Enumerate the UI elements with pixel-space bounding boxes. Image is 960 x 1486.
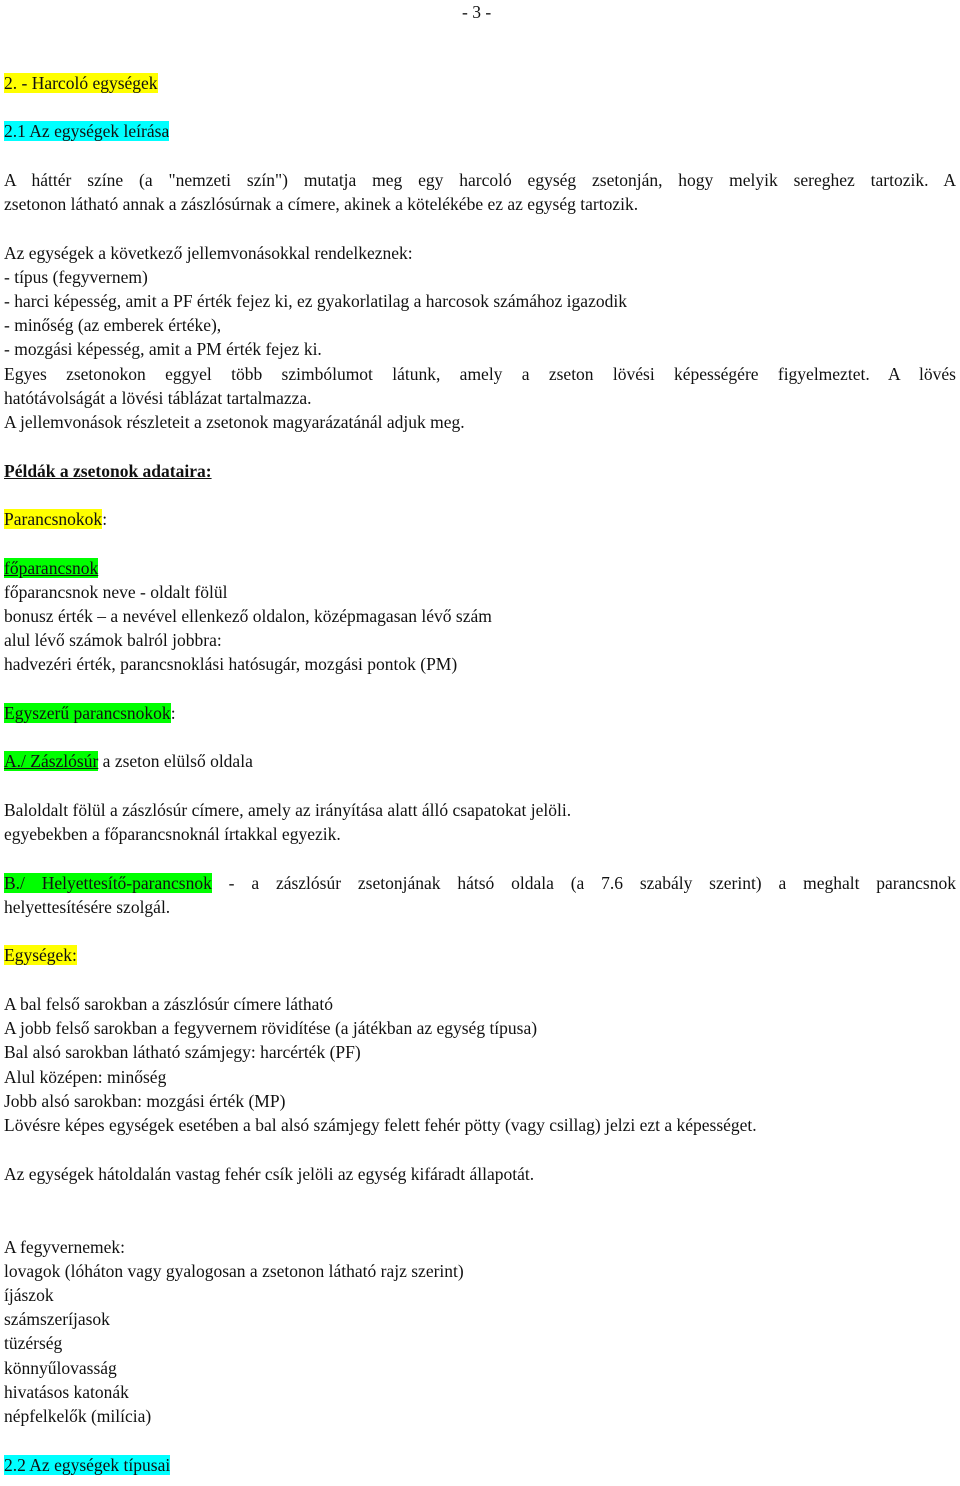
commanders-heading bbox=[4, 509, 107, 530]
units-line-4: Alul középen: minőség bbox=[4, 1067, 167, 1087]
units-line-2: A jobb felső sarokban a fegyvernem rövidítése (a játékban az egység típusa) bbox=[4, 1018, 538, 1038]
branch-item: népfelkelők (milícia) bbox=[4, 1406, 152, 1426]
commanders-colon: : bbox=[102, 509, 108, 529]
units-line-3: Bal alsó sarokban látható számjegy: harcérték (PF) bbox=[4, 1042, 361, 1062]
subsection-heading-2-2 bbox=[4, 1455, 170, 1476]
intro-line-2: zsetonon látható annak a zászlósúrnak a címere, akinek a kötelékébe ez az egység tartozik. bbox=[4, 194, 639, 214]
supreme-line-2: bonusz érték – a nevével ellenkező oldalon, középmagasan lévő szám bbox=[4, 606, 492, 626]
branch-item: tüzérség bbox=[4, 1333, 63, 1353]
page-number: - 3 - bbox=[462, 2, 492, 22]
banneret-heading bbox=[4, 751, 253, 772]
intro-line-1: A háttér színe (a "nemzeti szín") mutatja meg egy harcoló egység zsetonján, hogy melyik sereghez tartozik. A bbox=[4, 170, 956, 190]
branch-item: hivatásos katonák bbox=[4, 1382, 129, 1402]
units-label: Egységek: bbox=[4, 945, 77, 965]
banneret-label: A./ Zászlósúr bbox=[4, 751, 99, 771]
branches-heading: A fegyvernemek: bbox=[4, 1237, 125, 1257]
trait-movement: - mozgási képesség, amit a PM érték fejez ki. bbox=[4, 339, 322, 359]
subsection-heading-2-1-text: 2.1 Az egységek leírása bbox=[4, 121, 170, 141]
examples-heading-text: Példák a zsetonok adataira: bbox=[4, 461, 212, 481]
simple-commanders-heading bbox=[4, 703, 176, 724]
substitute-commander-line-1 bbox=[4, 873, 956, 894]
supreme-commander-heading bbox=[4, 558, 98, 579]
commanders-label: Parancsnokok bbox=[4, 509, 103, 529]
branch-item: lovagok (lóháton vagy gyalogosan a zsetonon látható rajz szerint) bbox=[4, 1261, 464, 1281]
tired-state-line: Az egységek hátoldalán vastag fehér csík jelöli az egység kifáradt állapotát. bbox=[4, 1164, 535, 1184]
supreme-commander-label: főparancsnok bbox=[4, 558, 99, 578]
traits-intro: Az egységek a következő jellemvonásokkal rendelkeznek: bbox=[4, 243, 413, 263]
branch-item: íjászok bbox=[4, 1285, 54, 1305]
examples-heading bbox=[4, 461, 212, 482]
branch-item: könnyűlovasság bbox=[4, 1358, 117, 1378]
simple-commanders-label: Egyszerű parancsnokok bbox=[4, 703, 171, 723]
units-line-6: Lövésre képes egységek esetében a bal alsó számjegy felett fehér pötty (vagy csillag) jelzi ezt a képességet. bbox=[4, 1115, 757, 1135]
section-heading-number: 2. bbox=[4, 73, 18, 93]
substitute-commander-label: B./ Helyettesítő-parancsnok bbox=[4, 873, 212, 893]
shooting-note-line-2: hatótávolságát a lövési táblázat tartalmazza. bbox=[4, 388, 312, 408]
supreme-line-3: alul lévő számok balról jobbra: bbox=[4, 630, 222, 650]
substitute-commander-rest: - a zászlósúr zsetonjának hátsó oldala (a 7.6 szabály szerint) a meghalt parancsnok bbox=[211, 873, 956, 893]
substitute-commander-line-2: helyettesítésére szolgál. bbox=[4, 897, 171, 917]
section-heading-text: - Harcoló egységek bbox=[17, 73, 158, 93]
units-line-5: Jobb alsó sarokban: mozgási érték (MP) bbox=[4, 1091, 286, 1111]
trait-combat: - harci képesség, amit a PF érték fejez ki, ez gyakorlatilag a harcosok számához igazodik bbox=[4, 291, 627, 311]
supreme-line-1: főparancsnok neve - oldalt fölül bbox=[4, 582, 228, 602]
banneret-rest: a zseton elülső oldala bbox=[98, 751, 253, 771]
branch-item: számszeríjasok bbox=[4, 1309, 110, 1329]
banneret-line-1: Baloldalt fölül a zászlósúr címere, amely az irányítása alatt álló csapatokat jelöli. bbox=[4, 800, 572, 820]
simple-commanders-colon: : bbox=[170, 703, 176, 723]
supreme-line-4: hadvezéri érték, parancsnoklási hatósugár, mozgási pontok (PM) bbox=[4, 654, 458, 674]
trait-type: - típus (fegyvernem) bbox=[4, 267, 148, 287]
subsection-heading-2-2-text: 2.2 Az egységek típusai bbox=[4, 1455, 171, 1475]
units-heading bbox=[4, 945, 77, 966]
units-line-1: A bal felső sarokban a zászlósúr címere látható bbox=[4, 994, 333, 1014]
trait-quality: - minőség (az emberek értéke), bbox=[4, 315, 222, 335]
subsection-heading-2-1 bbox=[4, 121, 169, 142]
shooting-note-line-1: Egyes zsetonokon eggyel több szimbólumot látunk, amely a zseton lövési képességére figyelmeztet. A lövés bbox=[4, 364, 956, 384]
traits-details-note: A jellemvonások részleteit a zsetonok magyarázatánál adjuk meg. bbox=[4, 412, 465, 432]
banneret-line-2: egyebekben a főparancsnoknál írtakkal egyezik. bbox=[4, 824, 341, 844]
section-heading bbox=[4, 73, 158, 94]
